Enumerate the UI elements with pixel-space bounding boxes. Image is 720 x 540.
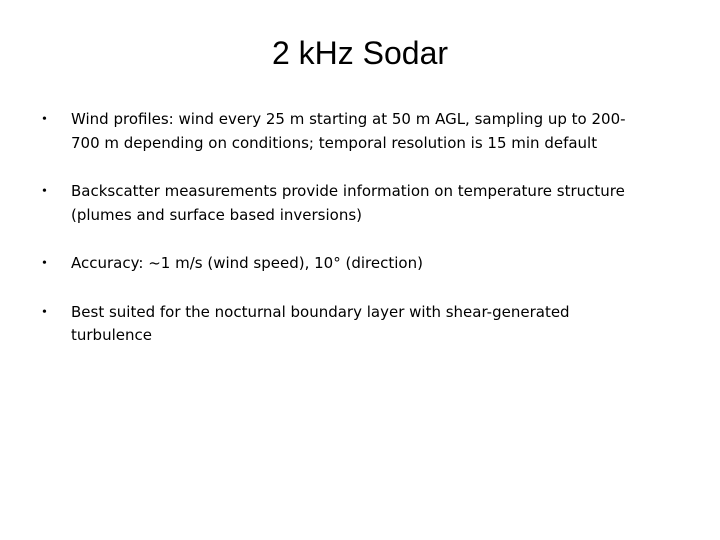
bullet-item-accuracy	[42, 252, 652, 276]
bullet-text: Best suited for the nocturnal boundary layer with shear-generated turbulence	[71, 302, 570, 344]
bullet-item-backscatter	[42, 180, 652, 227]
bullet-icon: •	[42, 112, 47, 127]
slide-title: 2 kHz Sodar	[271, 35, 449, 71]
bullet-text: Wind profiles: wind every 25 m starting at 50 m AGL, sampling up to 200-700 m depending on conditions; temporal resolution is 15 min default	[71, 110, 626, 152]
bullet-item-best-suited	[42, 301, 652, 348]
bullet-list	[42, 108, 652, 373]
bullet-icon: •	[42, 184, 47, 199]
bullet-item-wind-profiles	[42, 108, 652, 155]
bullet-icon: •	[42, 256, 47, 271]
bullet-icon: •	[42, 304, 47, 320]
bullet-text: Accuracy: ~1 m/s (wind speed), 10° (direction)	[71, 254, 423, 272]
bullet-text: Backscatter measurements provide information on temperature structure (plumes and surface based inversions)	[71, 182, 625, 224]
